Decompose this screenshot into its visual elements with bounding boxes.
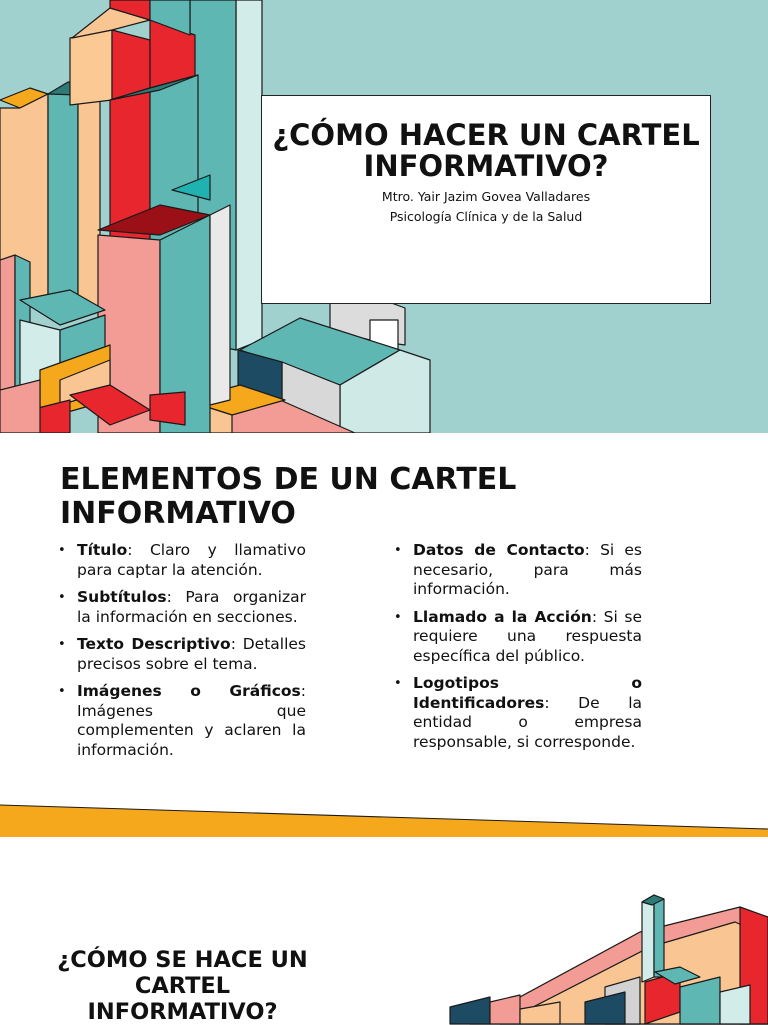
list-item [392, 674, 642, 752]
slide-heading: ELEMENTOS DE UN CARTEL INFORMATIVO [60, 462, 517, 531]
bullet-icon: • [394, 543, 402, 558]
item-text: : Claro y llamativo para captar la atención. [77, 541, 306, 579]
item-term: Logotipos o Identificadores [413, 674, 642, 712]
item-term: Título [77, 541, 128, 559]
bullet-icon: • [394, 676, 402, 691]
bullet-icon: • [58, 590, 66, 605]
item-text: : De la entidad o empresa responsable, si corresponde. [413, 693, 642, 751]
list-item [56, 682, 306, 760]
footer-band [0, 799, 768, 837]
presentation-subtitle: Psicología Clínica y de la Salud [389, 209, 583, 224]
item-term: Imágenes o Gráficos [77, 682, 301, 700]
bullet-list-right [392, 541, 642, 760]
item-text: : Si es necesario, para más información. [413, 541, 642, 598]
item-text: : Para organizar la información en secciones. [77, 588, 306, 626]
presentation-title: ¿CÓMO HACER UN CARTEL INFORMATIVO? [272, 118, 700, 183]
item-term: Subtítulos [77, 588, 167, 606]
list-item [56, 588, 306, 627]
bullet-icon: • [58, 543, 66, 558]
item-text: : Si se requiere una respuesta específica del público. [413, 607, 642, 665]
list-item [392, 608, 642, 667]
isometric-city-illustration [0, 837, 768, 1024]
item-term: Texto Descriptivo [77, 635, 231, 653]
item-term: Llamado a la Acción [413, 607, 592, 626]
list-item [56, 541, 306, 580]
bullet-icon: • [58, 684, 66, 699]
bullet-list-left [56, 541, 306, 768]
slide-heading: ¿CÓMO SE HACE UN CARTEL INFORMATIVO? [57, 947, 308, 1025]
item-text: : Imágenes que complementen y aclaren la información. [77, 682, 306, 759]
list-item [56, 635, 306, 674]
item-term: Datos de Contacto [413, 541, 585, 559]
title-box [261, 95, 711, 304]
author-name: Mtro. Yair Jazim Govea Valladares [381, 189, 591, 204]
bullet-icon: • [58, 637, 66, 652]
title-slide [0, 0, 768, 433]
item-text: : Detalles precisos sobre el tema. [77, 635, 306, 673]
how-to-slide [0, 837, 768, 1024]
elements-slide [0, 433, 768, 837]
list-item [392, 541, 642, 600]
bullet-icon: • [394, 609, 402, 625]
